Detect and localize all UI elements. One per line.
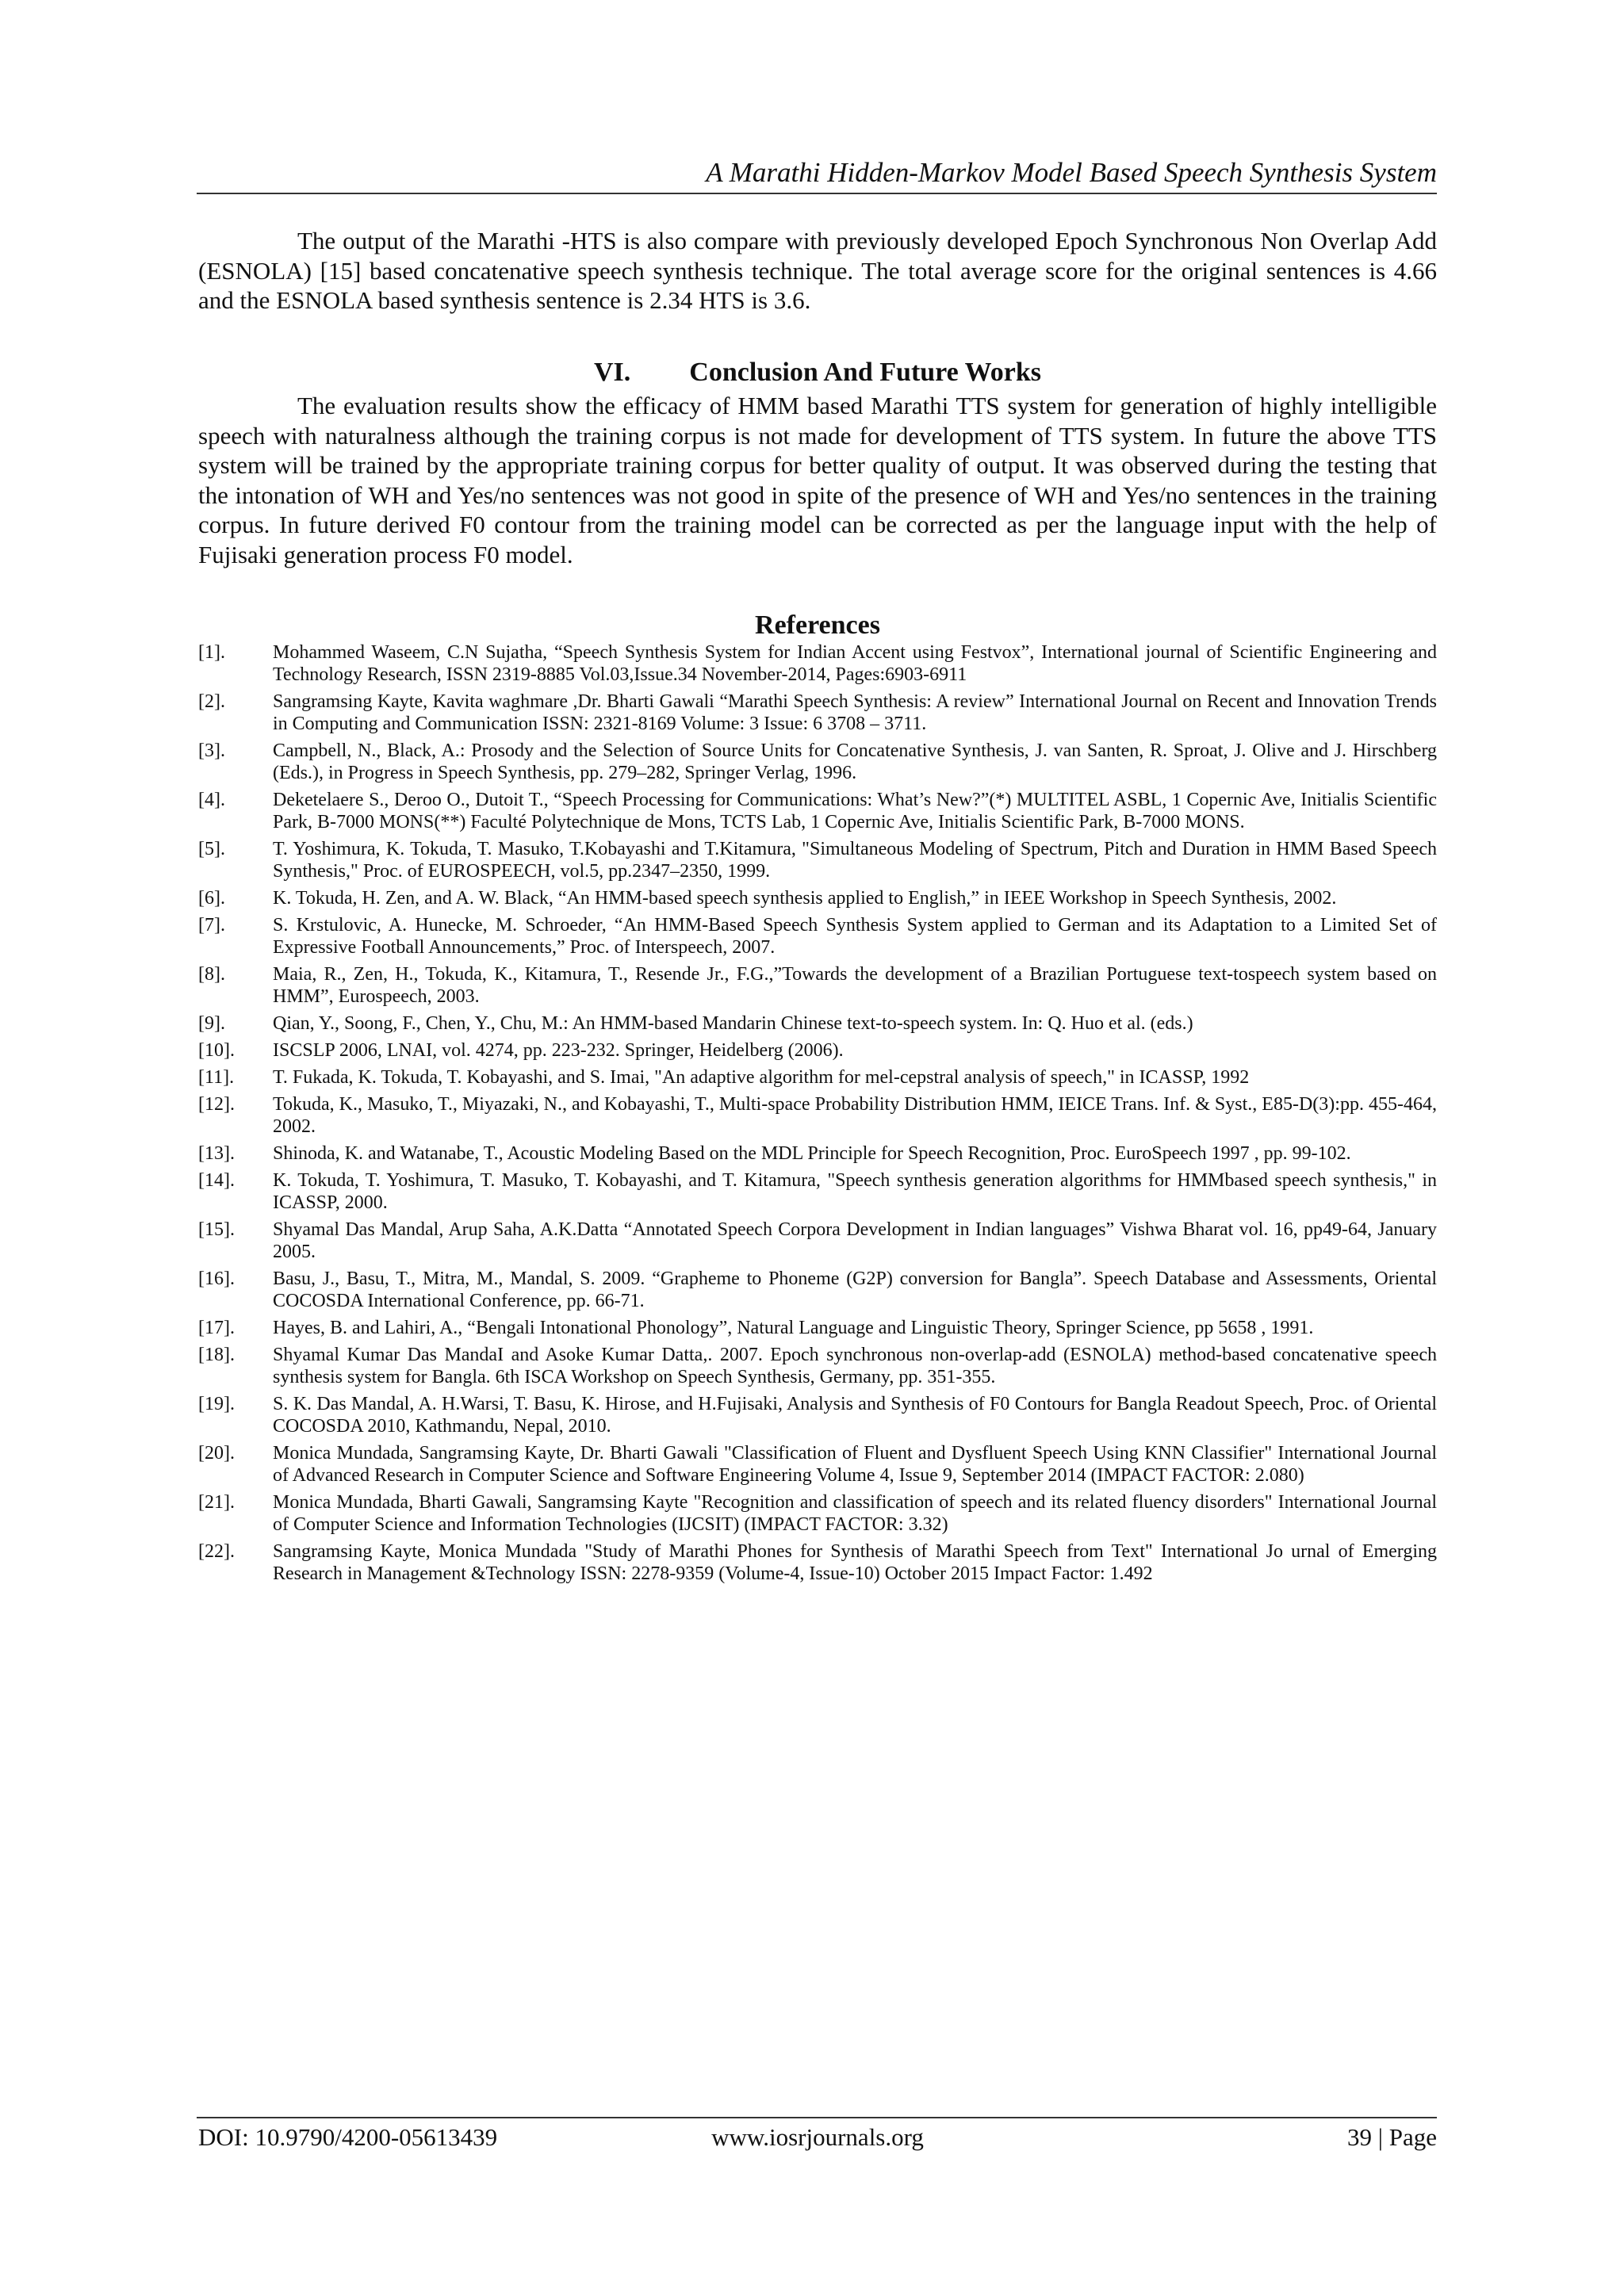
reference-item (198, 914, 1437, 959)
reference-text: Hayes, B. and Lahiri, A., “Bengali Intonational Phonology”, Natural Language and Linguistic Theory, Springer Science, pp 5658 , 1991. (273, 1318, 1314, 1338)
reference-number: [8]. (198, 964, 225, 985)
reference-text: Monica Mundada, Bharti Gawali, Sangramsing Kayte "Recognition and classification of speech and its related fluency disorders" International Journal of Computer Science and Information Technologies (IJCSIT) (IMPACT FACTOR: 3.32) (273, 1492, 1437, 1535)
header-divider (197, 193, 1437, 194)
reference-number: [3]. (198, 740, 225, 761)
reference-text: Shinoda, K. and Watanabe, T., Acoustic Modeling Based on the MDL Principle for Speech Recognition, Proc. EuroSpeech 1997 , pp. 99-102. (273, 1143, 1351, 1164)
reference-number: [10]. (198, 1040, 235, 1061)
reference-text: Tokuda, K., Masuko, T., Miyazaki, N., and Kobayashi, T., Multi-space Probability Distribution HMM, IEICE Trans. Inf. & Syst., E85-D(3):pp. 455-464, 2002. (273, 1094, 1437, 1137)
reference-text: Shyamal Das Mandal, Arup Saha, A.K.Datta “Annotated Speech Corpora Development in Indian languages” Vishwa Bharat vol. 16, pp49-64, January 2005. (273, 1219, 1437, 1262)
reference-text: Monica Mundada, Sangramsing Kayte, Dr. Bharti Gawali "Classification of Fluent and Dysfluent Speech Using KNN Classifier" International Journal of Advanced Research in Computer Science and Software Engineering Volume 4, Issue 9, September 2014 (IMPACT FACTOR: 2.080) (273, 1443, 1437, 1486)
footer-divider (197, 2117, 1437, 2118)
reference-text: Sangramsing Kayte, Kavita waghmare ,Dr. Bharti Gawali “Marathi Speech Synthesis: A review” International Journal on Recent and Innovation Trends in Computing and Communication ISSN: 2321-8169 Volume: 3 Issue: 6 3708 – 3711. (273, 691, 1437, 734)
reference-text: Campbell, N., Black, A.: Prosody and the Selection of Source Units for Concatenative Synthesis, J. van Santen, R. Sproat, J. Olive and J. Hirschberg (Eds.), in Progress in Speech Synthesis, pp. 279–282, Springer Verlag, 1996. (273, 740, 1437, 783)
reference-item (198, 1442, 1437, 1487)
reference-item (198, 1219, 1437, 1263)
references-heading: References (755, 610, 880, 640)
reference-item (198, 740, 1437, 784)
reference-number: [19]. (198, 1394, 235, 1414)
reference-text: T. Fukada, K. Tokuda, T. Kobayashi, and S. Imai, "An adaptive algorithm for mel-cepstral analysis of speech," in ICASSP, 1992 (273, 1067, 1250, 1088)
section-heading (198, 356, 1437, 389)
reference-item (198, 1344, 1437, 1388)
reference-number: [7]. (198, 915, 225, 936)
footer-website: www.iosrjournals.org (711, 2123, 924, 2151)
reference-item (198, 1540, 1437, 1585)
reference-item (198, 1012, 1437, 1035)
reference-text: Mohammed Waseem, C.N Sujatha, “Speech Synthesis System for Indian Accent using Festvox”, International journal of Scientific Engineering and Technology Research, ISSN 2319-8885 Vol.03,Issue.34 November-2014, Pages:6903-6911 (273, 642, 1437, 685)
reference-number: [2]. (198, 691, 225, 712)
reference-number: [14]. (198, 1170, 235, 1191)
footer-page-number: 39 | Page (1347, 2123, 1437, 2151)
section-title: Conclusion And Future Works (689, 358, 1041, 387)
reference-item (198, 691, 1437, 735)
reference-list (198, 641, 1437, 1590)
reference-number: [22]. (198, 1541, 235, 1562)
paragraph-text: The evaluation results show the efficacy of HMM based Marathi TTS system for generation of highly intelligible speech with naturalness although the training corpus is not made for development of TTS system. In future the above TTS system will be trained by the appropriate training corpus for better quality of output. It was observed during the testing that the intonation of WH and Yes/no sentences was not good in spite of the presence of WH and Yes/no sentences in the training corpus. In future derived F0 contour from the training model can be corrected as per the language input with the help of Fujisaki generation process F0 model. (198, 392, 1437, 568)
reference-item (198, 963, 1437, 1008)
reference-number: [11]. (198, 1067, 235, 1088)
reference-number: [15]. (198, 1219, 235, 1240)
reference-number: [6]. (198, 888, 225, 909)
reference-text: Maia, R., Zen, H., Tokuda, K., Kitamura, T., Resende Jr., F.G.,”Towards the development of a Brazilian Portuguese text-tospeech system based on HMM”, Eurospeech, 2003. (273, 964, 1437, 1007)
reference-text: Qian, Y., Soong, F., Chen, Y., Chu, M.: An HMM-based Mandarin Chinese text-to-speech system. In: Q. Huo et al. (eds.) (273, 1013, 1193, 1034)
reference-item (198, 1491, 1437, 1536)
reference-item (198, 1268, 1437, 1312)
reference-item (198, 1039, 1437, 1062)
reference-number: [13]. (198, 1143, 235, 1164)
reference-number: [21]. (198, 1492, 235, 1513)
reference-text: ISCSLP 2006, LNAI, vol. 4274, pp. 223-232. Springer, Heidelberg (2006). (273, 1040, 844, 1061)
reference-item (198, 1317, 1437, 1339)
reference-item (198, 1393, 1437, 1437)
reference-text: T. Yoshimura, K. Tokuda, T. Masuko, T.Kobayashi and T.Kitamura, "Simultaneous Modeling of Spectrum, Pitch and Duration in HMM Based Speech Synthesis," Proc. of EUROSPEECH, vol.5, pp.2347–2350, 1999. (273, 839, 1437, 882)
reference-item (198, 1169, 1437, 1214)
reference-text: S. K. Das Mandal, A. H.Warsi, T. Basu, K. Hirose, and H.Fujisaki, Analysis and Synthesis of F0 Contours for Bangla Readout Speech, Proc. of Oriental COCOSDA 2010, Kathmandu, Nepal, 2010. (273, 1394, 1437, 1437)
footer-doi: DOI: 10.9790/4200-05613439 (198, 2123, 498, 2151)
reference-number: [16]. (198, 1269, 235, 1289)
reference-item (198, 887, 1437, 909)
reference-number: [20]. (198, 1443, 235, 1464)
reference-item (198, 789, 1437, 833)
section-number: VI. (593, 358, 631, 387)
reference-text: K. Tokuda, H. Zen, and A. W. Black, “An HMM-based speech synthesis applied to English,” in IEEE Workshop in Speech Synthesis, 2002. (273, 888, 1337, 909)
reference-text: Deketelaere S., Deroo O., Dutoit T., “Speech Processing for Communications: What’s New?”(*) MULTITEL ASBL, 1 Copernic Ave, Initialis Scientific Park, B-7000 MONS(**) Faculté Polytechnique de Mons, TCTS Lab, 1 Copernic Ave, Initialis Scientific Park, B-7000 MONS. (273, 790, 1437, 832)
reference-item (198, 1142, 1437, 1165)
reference-item (198, 1093, 1437, 1138)
reference-item (198, 838, 1437, 882)
reference-text: S. Krstulovic, A. Hunecke, M. Schroeder, “An HMM-Based Speech Synthesis System applied to German and its Adaptation to a Limited Set of Expressive Football Announcements,” Proc. of Interspeech, 2007. (273, 915, 1437, 958)
reference-text: Sangramsing Kayte, Monica Mundada "Study of Marathi Phones for Synthesis of Marathi Speech from Text" International Jo urnal of Emerging Research in Management &Technology ISSN: 2278-9359 (Volume-4, Issue-10) October 2015 Impact Factor: 1.492 (273, 1541, 1437, 1584)
reference-number: [12]. (198, 1094, 235, 1115)
reference-number: [5]. (198, 839, 225, 859)
reference-text: K. Tokuda, T. Yoshimura, T. Masuko, T. Kobayashi, and T. Kitamura, "Speech synthesis generation algorithms for HMMbased speech synthesis," in ICASSP, 2000. (273, 1170, 1437, 1213)
reference-item (198, 641, 1437, 686)
body-paragraph (198, 391, 1437, 569)
reference-number: [17]. (198, 1318, 235, 1338)
running-title: A Marathi Hidden-Markov Model Based Speech Synthesis System (706, 157, 1437, 188)
reference-text: Shyamal Kumar Das MandaI and Asoke Kumar Datta,. 2007. Epoch synchronous non-overlap-add (ESNOLA) method-based concatenative speech synthesis system for Bangla. 6th ISCA Workshop on Speech Synthesis, Germany, pp. 351-355. (273, 1345, 1437, 1387)
reference-number: [18]. (198, 1345, 235, 1365)
reference-number: [9]. (198, 1013, 225, 1034)
body-paragraph (198, 226, 1437, 316)
reference-text: Basu, J., Basu, T., Mitra, M., Mandal, S. 2009. “Grapheme to Phoneme (G2P) conversion for Bangla”. Speech Database and Assessments, Oriental COCOSDA International Conference, pp. 66-71. (273, 1269, 1437, 1311)
reference-number: [4]. (198, 790, 225, 810)
paragraph-text: The output of the Marathi -HTS is also compare with previously developed Epoch Synchronous Non Overlap Add (ESNOLA) [15] based concatenative speech synthesis technique. The total average score for the original sentences is 4.66 and the ESNOLA based synthesis sentence is 2.34 HTS is 3.6. (198, 227, 1437, 314)
reference-item (198, 1066, 1437, 1089)
reference-number: [1]. (198, 642, 225, 663)
